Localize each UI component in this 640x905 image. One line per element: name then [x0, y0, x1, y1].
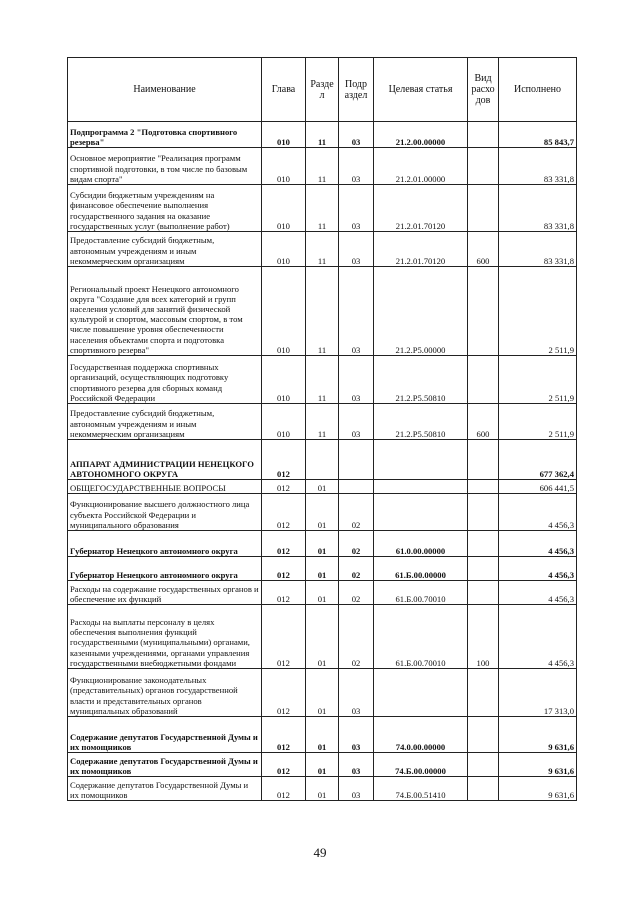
cell-name: Функционирование законодательных (представительных) органов государственной власти и представительных органов муниципальных образований: [68, 669, 262, 717]
cell-chapter: 010: [262, 356, 306, 404]
cell-executed: 9 631,6: [499, 717, 577, 753]
cell-subsection: 03: [339, 717, 374, 753]
table-row: [68, 581, 577, 605]
cell-section: [306, 440, 339, 480]
budget-table: [67, 57, 577, 801]
cell-subsection: 02: [339, 605, 374, 669]
cell-section: 11: [306, 232, 339, 267]
cell-expense-type: [468, 267, 499, 356]
cell-section: 11: [306, 404, 339, 440]
table-row: [68, 185, 577, 232]
cell-section: 01: [306, 494, 339, 531]
cell-target: 21.2.01.70120: [374, 185, 468, 232]
cell-target: 61.Б.00.00000: [374, 557, 468, 581]
cell-section: 01: [306, 581, 339, 605]
cell-name: Подпрограмма 2 "Подготовка спортивного резерва": [68, 122, 262, 148]
cell-name: Содержание депутатов Государственной Думы и их помощников: [68, 777, 262, 801]
cell-chapter: 010: [262, 122, 306, 148]
cell-executed: 83 331,8: [499, 185, 577, 232]
cell-expense-type: [468, 122, 499, 148]
cell-expense-type: [468, 494, 499, 531]
cell-section: 01: [306, 480, 339, 494]
header-chapter: Глава: [262, 58, 306, 122]
cell-target: 61.Б.00.70010: [374, 605, 468, 669]
cell-name: Предоставление субсидий бюджетным, автономным учреждениям и иным некоммерческим организациям: [68, 404, 262, 440]
cell-name: ОБЩЕГОСУДАРСТВЕННЫЕ ВОПРОСЫ: [68, 480, 262, 494]
table-row: [68, 404, 577, 440]
header-name: Наименование: [68, 58, 262, 122]
header-executed: Исполнено: [499, 58, 577, 122]
cell-expense-type: [468, 531, 499, 557]
cell-subsection: 03: [339, 267, 374, 356]
cell-expense-type: [468, 148, 499, 185]
table-row: [68, 531, 577, 557]
cell-expense-type: [468, 557, 499, 581]
cell-expense-type: [468, 356, 499, 404]
cell-chapter: 010: [262, 148, 306, 185]
cell-section: 01: [306, 777, 339, 801]
header-row: [68, 58, 577, 122]
table-row: [68, 669, 577, 717]
cell-subsection: [339, 480, 374, 494]
cell-expense-type: 100: [468, 605, 499, 669]
cell-expense-type: [468, 777, 499, 801]
cell-chapter: 010: [262, 232, 306, 267]
cell-subsection: 03: [339, 669, 374, 717]
table-row: [68, 232, 577, 267]
header-expense-type: Вид расхо дов: [468, 58, 499, 122]
table-row: [68, 777, 577, 801]
table-row: [68, 605, 577, 669]
cell-expense-type: 600: [468, 232, 499, 267]
cell-chapter: 012: [262, 605, 306, 669]
cell-executed: 606 441,5: [499, 480, 577, 494]
table-row: [68, 267, 577, 356]
cell-target: [374, 494, 468, 531]
cell-section: 01: [306, 669, 339, 717]
cell-executed: 4 456,3: [499, 494, 577, 531]
cell-target: 74.Б.00.00000: [374, 753, 468, 777]
cell-section: 11: [306, 122, 339, 148]
cell-executed: 83 331,8: [499, 148, 577, 185]
cell-expense-type: [468, 717, 499, 753]
cell-target: [374, 440, 468, 480]
cell-target: 61.Б.00.70010: [374, 581, 468, 605]
cell-section: 01: [306, 753, 339, 777]
cell-target: [374, 480, 468, 494]
cell-chapter: 012: [262, 777, 306, 801]
cell-target: 21.2.01.70120: [374, 232, 468, 267]
cell-chapter: 010: [262, 404, 306, 440]
cell-section: 11: [306, 356, 339, 404]
cell-chapter: 012: [262, 557, 306, 581]
table-row: [68, 717, 577, 753]
cell-executed: 83 331,8: [499, 232, 577, 267]
cell-name: Губернатор Ненецкого автономного округа: [68, 557, 262, 581]
cell-subsection: 02: [339, 557, 374, 581]
cell-executed: 17 313,0: [499, 669, 577, 717]
cell-expense-type: [468, 581, 499, 605]
cell-chapter: 012: [262, 480, 306, 494]
cell-subsection: 03: [339, 148, 374, 185]
table-row: [68, 480, 577, 494]
cell-chapter: 012: [262, 440, 306, 480]
cell-subsection: 02: [339, 531, 374, 557]
cell-expense-type: [468, 185, 499, 232]
page-number: 49: [313, 845, 327, 860]
cell-subsection: 03: [339, 356, 374, 404]
header-subsection: Подр аздел: [339, 58, 374, 122]
cell-executed: 9 631,6: [499, 753, 577, 777]
cell-name: Губернатор Ненецкого автономного округа: [68, 531, 262, 557]
cell-target: 21.2.P5.50810: [374, 404, 468, 440]
cell-expense-type: [468, 440, 499, 480]
cell-name: Расходы на выплаты персоналу в целях обеспечения выполнения функций государственными (муниципальными) органами, казенными учреждениями, органами управления государственными внебюджетными фондами: [68, 605, 262, 669]
cell-name: АППАРАТ АДМИНИСТРАЦИИ НЕНЕЦКОГО АВТОНОМНОГО ОКРУГА: [68, 440, 262, 480]
cell-expense-type: [468, 480, 499, 494]
table-row: [68, 440, 577, 480]
cell-target: 21.2.01.00000: [374, 148, 468, 185]
cell-executed: 4 456,3: [499, 581, 577, 605]
cell-name: Государственная поддержка спортивных организаций, осуществляющих подготовку спортивного резерва для сборных команд Российской Федерации: [68, 356, 262, 404]
cell-chapter: 012: [262, 669, 306, 717]
table-row: [68, 494, 577, 531]
table-body: [68, 122, 577, 801]
cell-subsection: 03: [339, 777, 374, 801]
header-section: Разде л: [306, 58, 339, 122]
table-row: [68, 557, 577, 581]
cell-name: Содержание депутатов Государственной Думы и их помощников: [68, 717, 262, 753]
cell-name: Субсидии бюджетным учреждениям на финансовое обеспечение выполнения государственного задания на оказание государственных услуг (выполнение работ): [68, 185, 262, 232]
cell-executed: 85 843,7: [499, 122, 577, 148]
cell-executed: 2 511,9: [499, 267, 577, 356]
cell-chapter: 010: [262, 185, 306, 232]
cell-executed: 4 456,3: [499, 605, 577, 669]
cell-name: Региональный проект Ненецкого автономного округа "Создание для всех категорий и групп населения условий для занятий физической культурой и спортом, массовым спортом, в том числе повышение уровня обеспеченности населения объектами спорта и подготовка спортивного резерва": [68, 267, 262, 356]
cell-name: Функционирование высшего должностного лица субъекта Российской Федерации и муниципального образования: [68, 494, 262, 531]
cell-expense-type: [468, 753, 499, 777]
table-row: [68, 753, 577, 777]
cell-subsection: 02: [339, 494, 374, 531]
cell-name: Содержание депутатов Государственной Думы и их помощников: [68, 753, 262, 777]
cell-section: 11: [306, 267, 339, 356]
cell-chapter: 010: [262, 267, 306, 356]
cell-executed: 2 511,9: [499, 404, 577, 440]
cell-subsection: 03: [339, 753, 374, 777]
table-row: [68, 122, 577, 148]
cell-expense-type: [468, 669, 499, 717]
cell-subsection: 03: [339, 122, 374, 148]
cell-name: Основное мероприятие "Реализация программ спортивной подготовки, в том числе по базовым видам спорта": [68, 148, 262, 185]
cell-target: [374, 669, 468, 717]
cell-section: 01: [306, 557, 339, 581]
cell-subsection: [339, 440, 374, 480]
table-row: [68, 356, 577, 404]
cell-executed: 4 456,3: [499, 557, 577, 581]
cell-section: 01: [306, 605, 339, 669]
cell-subsection: 02: [339, 581, 374, 605]
cell-executed: 677 362,4: [499, 440, 577, 480]
cell-chapter: 012: [262, 581, 306, 605]
cell-subsection: 03: [339, 404, 374, 440]
cell-subsection: 03: [339, 232, 374, 267]
cell-target: 74.Б.00.51410: [374, 777, 468, 801]
cell-chapter: 012: [262, 717, 306, 753]
cell-target: 21.2.P5.50810: [374, 356, 468, 404]
cell-section: 11: [306, 148, 339, 185]
header-target: Целевая статья: [374, 58, 468, 122]
cell-target: 74.0.00.00000: [374, 717, 468, 753]
cell-target: 61.0.00.00000: [374, 531, 468, 557]
cell-chapter: 012: [262, 753, 306, 777]
cell-executed: 9 631,6: [499, 777, 577, 801]
cell-subsection: 03: [339, 185, 374, 232]
cell-section: 01: [306, 717, 339, 753]
cell-chapter: 012: [262, 531, 306, 557]
cell-executed: 2 511,9: [499, 356, 577, 404]
cell-target: 21.2.P5.00000: [374, 267, 468, 356]
cell-section: 01: [306, 531, 339, 557]
table-header: [68, 58, 577, 122]
table-row: [68, 148, 577, 185]
cell-expense-type: 600: [468, 404, 499, 440]
cell-section: 11: [306, 185, 339, 232]
cell-executed: 4 456,3: [499, 531, 577, 557]
cell-name: Предоставление субсидий бюджетным, автономным учреждениям и иным некоммерческим организациям: [68, 232, 262, 267]
cell-name: Расходы на содержание государственных органов и обеспечение их функций: [68, 581, 262, 605]
cell-target: 21.2.00.00000: [374, 122, 468, 148]
cell-chapter: 012: [262, 494, 306, 531]
